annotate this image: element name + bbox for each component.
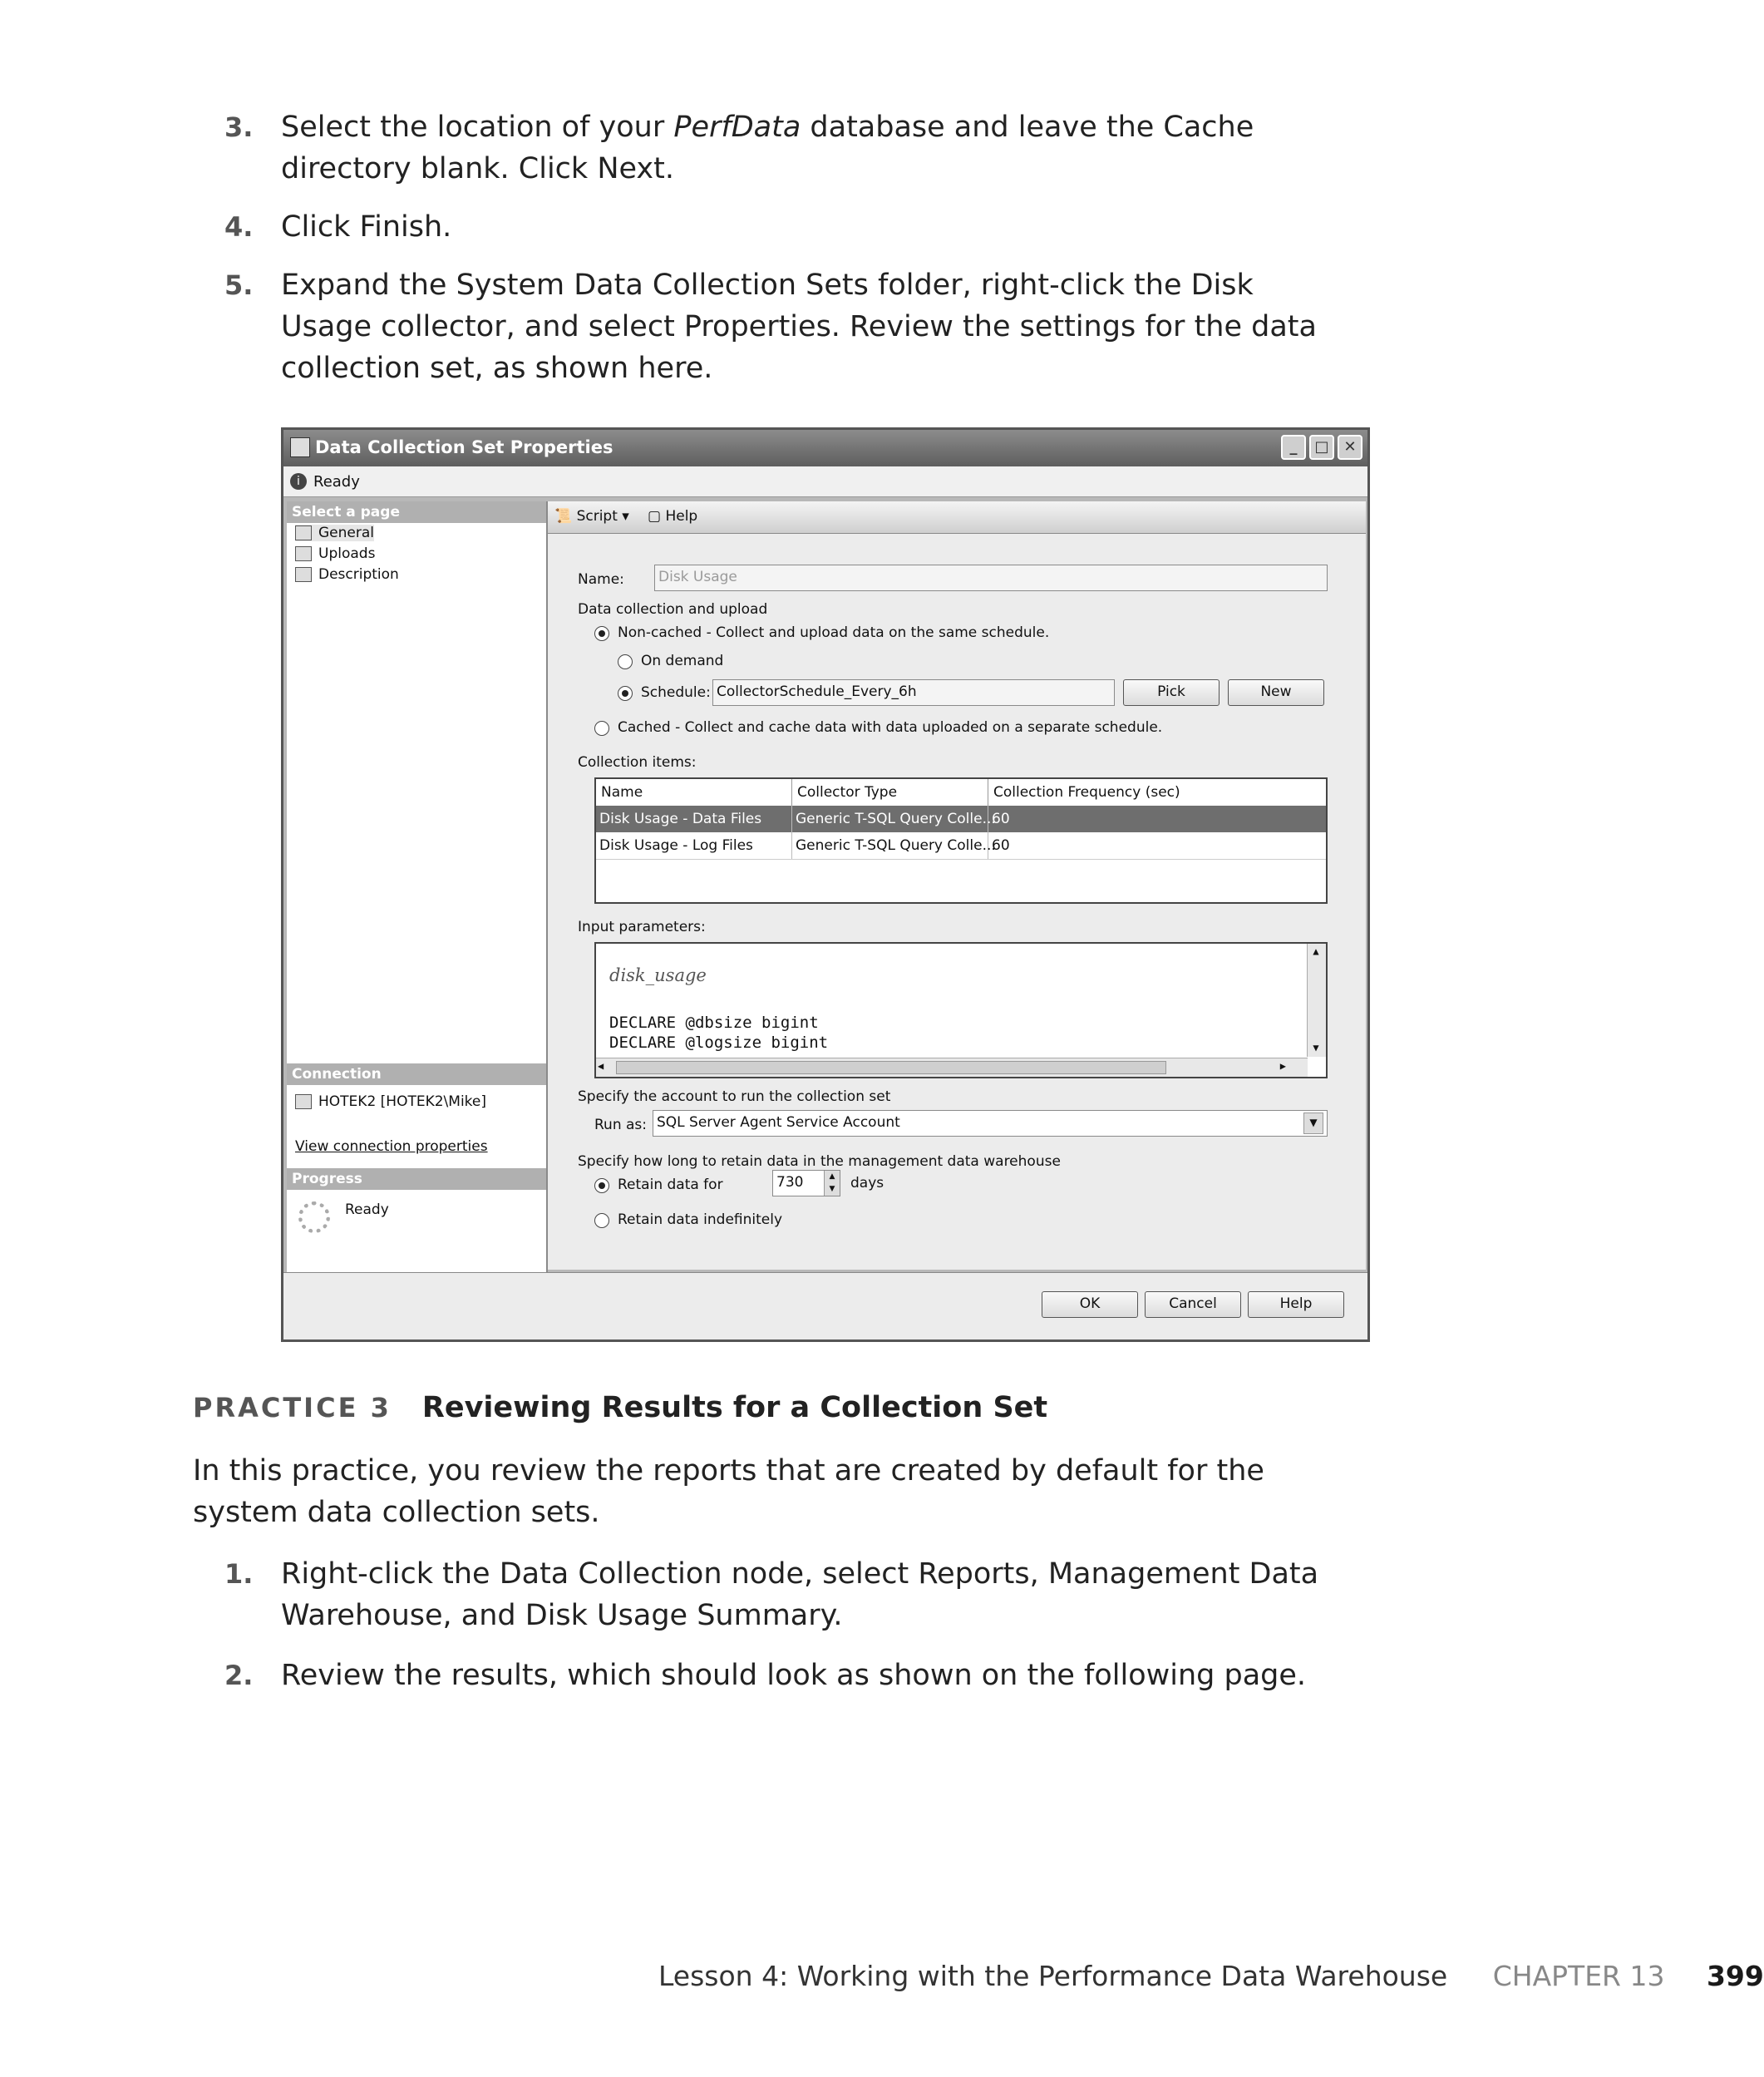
step-text: Review the results, which should look as shown on the following page. [281, 1659, 1307, 1692]
close-icon[interactable]: ✕ [1338, 435, 1362, 460]
practice-label: PRACTICE 3 [193, 1392, 392, 1423]
collection-items-label: Collection items: [578, 754, 697, 771]
status-text: Ready [313, 473, 360, 491]
page-uploads[interactable]: Uploads [295, 545, 375, 562]
scroll-left-icon[interactable]: ◀ [598, 1060, 604, 1072]
step-number: 1. [224, 1558, 254, 1590]
step-number: 4. [224, 211, 254, 243]
progress-header: Progress [287, 1168, 546, 1190]
help-toolbar-button[interactable]: ▢ Help [648, 508, 698, 525]
step-number: 5. [224, 269, 254, 301]
noncached-label: Non-cached - Collect and upload data on the same schedule. [618, 624, 1050, 641]
scroll-thumb[interactable] [616, 1061, 1166, 1074]
connection-header: Connection [287, 1063, 546, 1085]
params-line: DECLARE @logsize bigint [609, 1034, 829, 1052]
retain-indefinitely-radio[interactable] [594, 1213, 609, 1228]
run-as-select[interactable]: SQL Server Agent Service Account ▼ [653, 1110, 1328, 1137]
account-label: Specify the account to run the collection set [578, 1088, 891, 1105]
schedule-radio[interactable] [618, 686, 633, 701]
input-params-label: Input parameters: [578, 919, 706, 935]
table-row[interactable] [596, 832, 1326, 860]
input-params-box[interactable] [594, 942, 1328, 1078]
noncached-radio[interactable] [594, 626, 609, 641]
retain-how-label: Specify how long to retain data in the management data warehouse [578, 1153, 1061, 1170]
table-cell: Generic T-SQL Query Colle... [792, 832, 988, 859]
retain-days-stepper[interactable]: 730 ▲ ▼ [772, 1170, 840, 1196]
retain-for-label: Retain data for [618, 1177, 723, 1193]
footer-lesson: Lesson 4: Working with the Performance Data Warehouse [658, 1960, 1448, 1992]
retain-indefinitely-label: Retain data indefinitely [618, 1211, 783, 1228]
select-page-header: Select a page [287, 501, 546, 523]
table-cell: Generic T-SQL Query Colle... [792, 806, 988, 832]
table-cell: Disk Usage - Data Files [596, 806, 792, 832]
name-field[interactable]: Disk Usage [654, 565, 1328, 591]
scroll-up-icon[interactable]: ▲ [1313, 945, 1319, 957]
step-text: Expand the System Data Collection Sets folder, right-click the Disk Usage collector, and select Properties. Review the settings for the data collection set, as shown here. [281, 269, 1317, 385]
view-connection-link[interactable]: View connection properties [295, 1138, 488, 1155]
schedule-field[interactable]: CollectorSchedule_Every_6h [712, 679, 1115, 706]
column-header-frequency[interactable]: Collection Frequency (sec) [993, 784, 1180, 801]
page-description[interactable]: Description [295, 566, 399, 583]
practice-intro: In this practice, you review the reports that are created by default for the system data collection sets. [193, 1454, 1264, 1529]
right-pane [548, 501, 1366, 1270]
cached-radio[interactable] [594, 721, 609, 736]
page-icon [295, 567, 312, 582]
on-demand-radio[interactable] [618, 654, 633, 669]
collection-items-grid[interactable] [594, 777, 1328, 904]
step-text: Click Finish. [281, 210, 452, 244]
schedule-label: Schedule: [641, 684, 711, 701]
connection-value: HOTEK2 [HOTEK2\Mike] [295, 1093, 486, 1110]
page-icon [295, 546, 312, 561]
run-as-label: Run as: [594, 1117, 648, 1133]
scroll-right-icon[interactable]: ▶ [1279, 1060, 1286, 1072]
step-number: 2. [224, 1660, 254, 1691]
params-title: disk_usage [609, 965, 707, 985]
pick-button[interactable]: Pick [1123, 679, 1220, 706]
column-header-collector-type[interactable]: Collector Type [792, 779, 988, 806]
info-icon: i [290, 473, 307, 490]
page-icon [295, 525, 312, 540]
step-text: Select the location of your PerfData database and leave the Cache directory blank. Click Next. [281, 111, 1254, 185]
title-bar [283, 430, 1367, 466]
progress-text: Ready [345, 1201, 389, 1218]
dialog-title: Data Collection Set Properties [315, 437, 613, 457]
spinner-arrows-icon[interactable]: ▲ ▼ [824, 1171, 840, 1196]
page-number: 399 [1706, 1960, 1764, 1992]
status-row [283, 466, 1367, 497]
data-collection-set-properties-dialog [281, 427, 1370, 1342]
page-general[interactable]: General [295, 525, 374, 541]
progress-spinner-icon [298, 1201, 330, 1233]
days-label: days [850, 1175, 884, 1191]
data-collection-label: Data collection and upload [578, 601, 768, 618]
chevron-down-icon[interactable]: ▼ [1303, 1113, 1323, 1134]
practice-title: Reviewing Results for a Collection Set [421, 1391, 1048, 1424]
retain-for-radio[interactable] [594, 1178, 609, 1193]
step-number: 3. [224, 111, 254, 143]
cancel-button[interactable]: Cancel [1145, 1291, 1241, 1318]
app-icon [290, 437, 310, 457]
help-button[interactable]: Help [1248, 1291, 1344, 1318]
script-button[interactable]: 📜 Script ▾ [554, 508, 629, 525]
table-cell: 60 [992, 837, 1010, 854]
table-cell: 60 [992, 811, 1010, 827]
scroll-down-icon[interactable]: ▼ [1313, 1042, 1319, 1053]
practice-heading [193, 1387, 1047, 1428]
vertical-scrollbar[interactable] [1307, 944, 1326, 1057]
toolbar [548, 501, 1366, 534]
new-button[interactable]: New [1228, 679, 1324, 706]
button-bar [283, 1272, 1367, 1339]
column-header-name[interactable]: Name [596, 779, 792, 806]
footer-chapter: CHAPTER 13 [1492, 1960, 1665, 1992]
params-line: DECLARE @dbsize bigint [609, 1014, 819, 1032]
name-label: Name: [578, 571, 624, 588]
table-row[interactable] [596, 806, 1326, 832]
step-text: Right-click the Data Collection node, select Reports, Management Data Warehouse, and Disk Usage Summary. [281, 1557, 1319, 1632]
cached-label: Cached - Collect and cache data with data uploaded on a separate schedule. [618, 719, 1163, 736]
horizontal-scrollbar[interactable] [596, 1058, 1308, 1077]
footer [658, 1956, 1764, 1997]
maximize-icon[interactable]: □ [1309, 435, 1334, 460]
server-icon [295, 1094, 312, 1109]
table-cell: Disk Usage - Log Files [596, 832, 792, 859]
left-pane [287, 501, 548, 1333]
minimize-icon[interactable]: _ [1281, 435, 1306, 460]
ok-button[interactable]: OK [1042, 1291, 1138, 1318]
on-demand-label: On demand [641, 653, 724, 669]
